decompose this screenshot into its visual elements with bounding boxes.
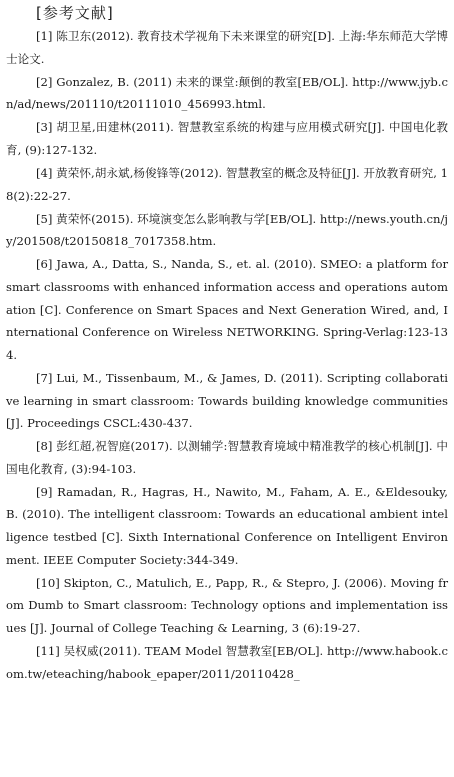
- reference-item: [1] 陈卫东(2012). 教育技术学视角下未来课堂的研究[D]. 上海:华东师范大学博士论文.: [6, 29, 448, 66]
- reference-item: [2] Gonzalez, B. (2011) 未来的课堂:颠倒的教室[EB/OL]. http://www.jyb.cn/ad/news/201110/t20111010_456993.html.: [6, 74, 448, 112]
- reference-item: [6] Jawa, A., Datta, S., Nanda, S., et. al. (2010). SMEO: a platform for smart classrooms with enhanced information access and operations automation [C]. Conference on Smart Spaces and Next Generation Wired, and, International Conference on Wireless NETWORKING. Spring-Verlag:123-134.: [6, 257, 448, 362]
- reference-item: [5] 黄荣怀(2015). 环境演变怎么影响教与学[EB/OL]. http://news.youth.cn/jy/201508/t20150818_7017358.htm.: [6, 211, 448, 249]
- reference-item: [11] 吴权威(2011). TEAM Model 智慧教室[EB/OL]. http://www.habook.com.tw/eteaching/habook_epaper/2011/20110428_: [6, 644, 448, 681]
- reference-item: [4] 黄荣怀,胡永斌,杨俊锋等(2012). 智慧教室的概念及特征[J]. 开放教育研究, 18(2):22-27.: [6, 166, 448, 203]
- reference-item: [3] 胡卫星,田建林(2011). 智慧教室系统的构建与应用模式研究[J]. 中国电化教育, (9):127-132.: [6, 120, 448, 157]
- reference-item: [7] Lui, M., Tissenbaum, M., & James, D. (2011). Scripting collaborative learning in smart classroom: Towards building knowledge communities [J]. Proceedings CSCL:430-437.: [6, 370, 448, 431]
- reference-item: [9] Ramadan, R., Hagras, H., Nawito, M., Faham, A. E., &Eldesouky, B. (2010). The intelligent classroom: Towards an educational ambient intelligence testbed [C]. Sixth International Conference on Intelligent Environment. IEEE Computer Society:344-349.: [6, 484, 448, 567]
- references-heading: [参考文献]: [36, 4, 114, 22]
- reference-list: [6, 25, 448, 685]
- reference-item: [8] 彭红超,祝智庭(2017). 以测辅学:智慧教育境域中精准教学的核心机制[J]. 中国电化教育, (3):94-103.: [6, 439, 448, 476]
- reference-item: [10] Skipton, C., Matulich, E., Papp, R., & Stepro, J. (2006). Moving from Dumb to Smart classroom: Technology options and implementation issues [J]. Journal of College Teaching & Learning, 3 (6):19-27.: [6, 575, 448, 635]
